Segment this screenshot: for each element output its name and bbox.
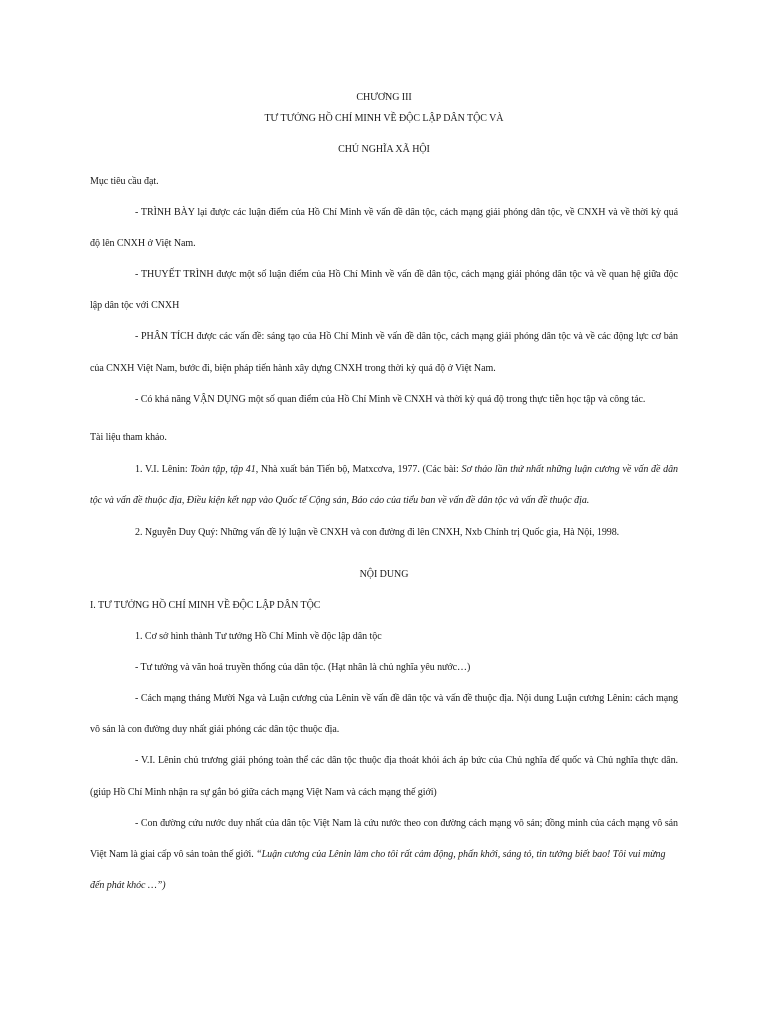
reference-1-line-1 [135,463,678,477]
reference-1-prefix: 1. V.I. Lênin: [135,464,191,475]
objective-3-line-1: - PHÂN TÍCH được các vấn đề: sáng tạo của Hồ Chí Minh về vấn đề dân tộc, cách mạng giải phóng dân tộc và về các động lực cơ bản [135,331,678,342]
paragraph-3-line-1: - V.I. Lênin chủ trương giải phóng toàn thể các dân tộc thuộc địa thoát khỏi ách áp bức của Chủ nghĩa đế quốc và Chủ nghĩa thực dân. [135,755,678,766]
objectives-heading: Mục tiêu cầu đạt. [90,176,159,187]
objective-2-line-1: - THUYẾT TRÌNH được một số luận điểm của Hồ Chí Minh về vấn đề dân tộc, cách mạng giải phóng dân tộc và về quan hệ giữa độc [135,269,678,280]
paragraph-4-text: Việt Nam là giai cấp vô sản toàn thế giới. [90,849,257,860]
objective-3-line-2: của CNXH Việt Nam, bước đi, biện pháp tiến hành xây dựng CNXH trong thời kỳ quá độ ở Việt Nam. [90,363,496,374]
reference-1-book: Toàn tập, tập 41 [190,464,256,475]
paragraph-4-quote: “Luận cương của Lênin làm cho tôi rất cảm động, phấn khởi, sáng tỏ, tin tưởng biết bao! Tôi vui mừng [256,849,666,860]
paragraph-4-line-1: - Con đường cứu nước duy nhất của dân tộc Việt Nam là cứu nước theo con đường cách mạng vô sản; đồng minh của cách mạng vô sản [135,818,678,829]
chapter-label: CHƯƠNG III [356,92,412,103]
paragraph-4-line-3: đến phát khóc …”) [90,880,166,891]
content-heading: NỘI DUNG [359,569,409,580]
chapter-title-line-2: CHỦ NGHĨA XÃ HỘI [338,144,430,155]
paragraph-2-line-2: vô sản là con đường duy nhất giải phóng các dân tộc thuộc địa. [90,724,340,735]
paragraph-2-line-1: - Cách mạng tháng Mười Nga và Luận cương của Lênin về vấn đề dân tộc và vấn đề thuộc địa. Nội dung Luận cương Lênin: cách mạng [135,693,678,704]
reference-2: 2. Nguyễn Duy Quý: Những vấn đề lý luận về CNXH và con đường đi lên CNXH, Nxb Chính trị Quốc gia, Hà Nội, 1998. [135,527,620,538]
paragraph-3-line-2: (giúp Hồ Chí Minh nhận ra sự gắn bó giữa cách mạng Việt Nam và cách mạng thế giới) [90,787,437,798]
chapter-title-line-1: TƯ TƯỞNG HỒ CHÍ MINH VỀ ĐỘC LẬP DÂN TỘC VÀ [264,113,504,124]
objective-1-line-2: độ lên CNXH ở Việt Nam. [90,238,196,249]
subsection-1-heading: 1. Cơ sở hình thành Tư tưởng Hồ Chí Minh về độc lập dân tộc [135,631,382,642]
reference-1-mid: , Nhà xuất bản Tiến bộ, Matxcơva, 1977. (Các bài: [255,464,462,475]
reference-1-articles: Sơ thảo lần thứ nhất những luận cương về vấn đề dân [461,464,678,475]
section-1-heading: I. TƯ TƯỞNG HỒ CHÍ MINH VỀ ĐỘC LẬP DÂN TỘC [90,600,321,611]
objective-1-line-1: - TRÌNH BÀY lại được các luận điểm của Hồ Chí Minh về vấn đề dân tộc, cách mạng giải phóng dân tộc, về CNXH và về thời kỳ quá [135,207,678,218]
paragraph-1: - Tư tưởng và văn hoá truyền thống của dân tộc. (Hạt nhân là chủ nghĩa yêu nước…) [135,662,471,673]
objective-2-line-2: lập dân tộc với CNXH [90,300,180,311]
objective-4-line-1: - Có khả năng VẬN DỤNG một số quan điểm của Hồ Chí Minh về CNXH và thời kỳ quá độ trong thực tiễn học tập và công tác. [135,394,646,405]
reference-1-line-2: tộc và vấn đề thuộc địa, Điều kiện kết nạp vào Quốc tế Cộng sản, Báo cáo của tiểu ban về vấn đề dân tộc và vấn đề thuộc địa. [90,495,590,506]
references-heading: Tài liệu tham khảo. [90,432,167,443]
paragraph-4-line-2 [90,848,678,862]
